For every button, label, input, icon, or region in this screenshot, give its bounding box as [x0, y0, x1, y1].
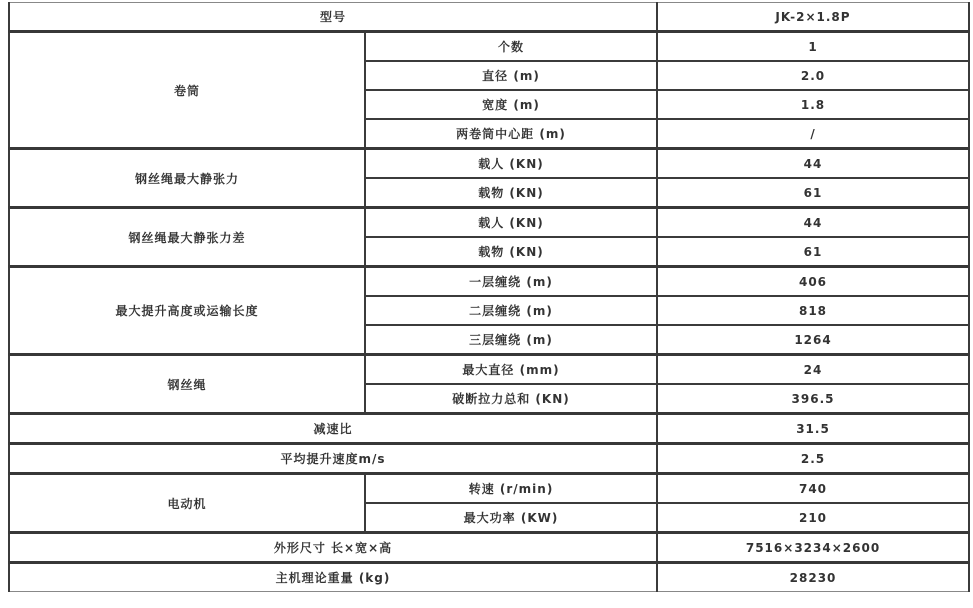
- param-cell: 一层缠绕 (m): [365, 267, 657, 297]
- group-label-cell: 卷筒: [9, 32, 365, 149]
- param-cell: 二层缠绕 (m): [365, 296, 657, 325]
- param-cell: 三层缠绕 (m): [365, 325, 657, 355]
- param-cell: 最大直径 (mm): [365, 355, 657, 385]
- table-row: [9, 414, 969, 444]
- value-cell: 210: [657, 503, 969, 533]
- value-cell: 31.5: [657, 414, 969, 444]
- group-label-cell: 最大提升高度或运输长度: [9, 267, 365, 355]
- param-cell: 宽度 (m): [365, 90, 657, 119]
- model-label-cell: 型号: [9, 3, 657, 32]
- value-cell: 1: [657, 32, 969, 62]
- value-cell: /: [657, 119, 969, 149]
- spec-table: [8, 2, 970, 592]
- table-row: [9, 32, 969, 62]
- param-cell: 个数: [365, 32, 657, 62]
- value-cell: 740: [657, 474, 969, 504]
- value-cell: 44: [657, 208, 969, 238]
- value-cell: 61: [657, 178, 969, 208]
- param-cell: 两卷筒中心距 (m): [365, 119, 657, 149]
- table-row: [9, 355, 969, 385]
- full-label-cell: 平均提升速度m/s: [9, 444, 657, 474]
- table-row: [9, 474, 969, 504]
- param-cell: 载物 (KN): [365, 237, 657, 267]
- param-cell: 最大功率 (KW): [365, 503, 657, 533]
- group-label-cell: 电动机: [9, 474, 365, 533]
- param-cell: 破断拉力总和 (KN): [365, 384, 657, 414]
- full-label-cell: 主机理论重量 (kg): [9, 563, 657, 592]
- table-row: [9, 444, 969, 474]
- value-cell: 28230: [657, 563, 969, 592]
- group-label-cell: 钢丝绳: [9, 355, 365, 414]
- table-row: [9, 533, 969, 563]
- value-cell: 7516×3234×2600: [657, 533, 969, 563]
- value-cell: 818: [657, 296, 969, 325]
- table-row: [9, 208, 969, 238]
- param-cell: 转速 (r/min): [365, 474, 657, 504]
- value-cell: 1264: [657, 325, 969, 355]
- table-row: [9, 149, 969, 179]
- value-cell: 396.5: [657, 384, 969, 414]
- table-row: [9, 3, 969, 32]
- model-value-cell: JK-2×1.8P: [657, 3, 969, 32]
- value-cell: 2.0: [657, 61, 969, 90]
- param-cell: 载物 (KN): [365, 178, 657, 208]
- full-label-cell: 减速比: [9, 414, 657, 444]
- value-cell: 2.5: [657, 444, 969, 474]
- group-label-cell: 钢丝绳最大静张力差: [9, 208, 365, 267]
- value-cell: 61: [657, 237, 969, 267]
- value-cell: 24: [657, 355, 969, 385]
- value-cell: 1.8: [657, 90, 969, 119]
- value-cell: 44: [657, 149, 969, 179]
- group-label-cell: 钢丝绳最大静张力: [9, 149, 365, 208]
- full-label-cell: 外形尺寸 长×宽×高: [9, 533, 657, 563]
- value-cell: 406: [657, 267, 969, 297]
- param-cell: 载人 (KN): [365, 208, 657, 238]
- param-cell: 直径 (m): [365, 61, 657, 90]
- table-row: [9, 267, 969, 297]
- param-cell: 载人 (KN): [365, 149, 657, 179]
- table-row: [9, 563, 969, 592]
